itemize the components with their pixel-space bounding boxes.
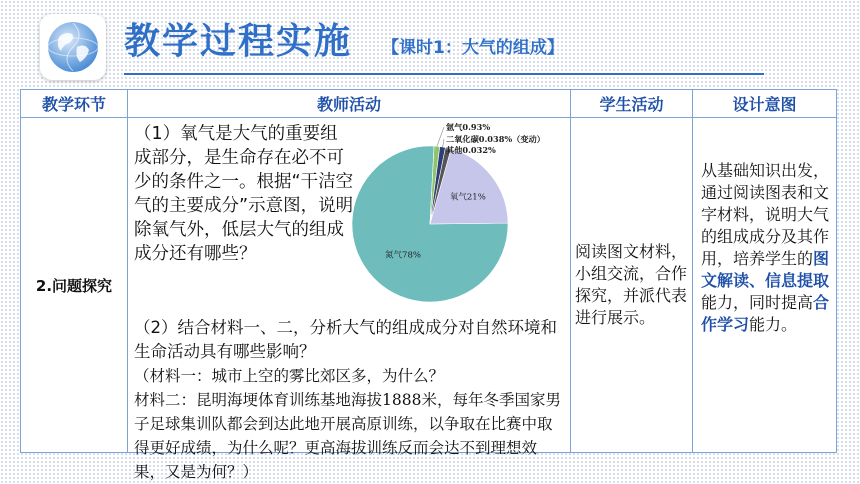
column-header: 教师活动 (128, 90, 571, 118)
student-activity-cell: 阅读图文材料，小组交流，合作探究，并派代表进行展示。 (571, 118, 693, 453)
material-1: （材料一：城市上空的雾比郊区多，为什么？ (134, 367, 445, 385)
teacher-activity-cell (128, 118, 571, 481)
design-intent-cell (693, 118, 837, 453)
intent-highlight: 图文解读、信息提取 (701, 249, 830, 290)
intent-text: 能力。 (749, 315, 798, 334)
intent-highlight: 合作学习 (701, 293, 830, 334)
material-2: 材料二：昆明海埂体育训练基地海拔1888米，每年冬季国家男子足球集训队都会到达此地开展高原训练，以争取在比赛中取得更好成绩，为什么呢？更高海拔训练反而会达不到理想效果，又是为何？） (134, 391, 561, 481)
title-underline (124, 73, 764, 75)
globe-icon (45, 19, 101, 75)
question-2: （2）结合材料一、二，分析大气的组成成分对自然环境和生命活动具有哪些影响？ (134, 318, 557, 361)
page-title: 教学过程实施 (124, 21, 353, 62)
pie-label: 氮气78% (385, 250, 421, 261)
step-cell: 2.问题探究 (21, 118, 128, 453)
column-header: 教学环节 (21, 90, 128, 118)
column-header: 学生活动 (571, 90, 693, 118)
table-row (21, 118, 837, 453)
logo (40, 14, 106, 80)
intent-text: 能力，同时提高 (701, 293, 814, 312)
question-1: （1）氧气是大气的重要组成部分，是生命存在必不可少的条件之一。根据“干洁空气的主要成分”示意图，说明除氧气外，低层大气的组成成分还有哪些？ (134, 124, 354, 264)
pie-label: 其他0.032% (446, 145, 496, 155)
lesson-table (20, 89, 837, 481)
intent-text: 从基础知识出发，通过阅读图表和文字材料，说明大气的组成成分及其作用，培养学生的 (701, 161, 830, 268)
lesson-subtitle: 【课时1：大气的组成】 (382, 38, 564, 58)
pie-label: 二氧化碳0.038%（变动） (446, 134, 545, 144)
pie-label: 氩气0.93% (446, 122, 491, 132)
air-composition-chart (340, 120, 576, 310)
pie-label: 氧气21% (449, 192, 486, 203)
pie-chart (340, 120, 576, 310)
column-header: 设计意图 (693, 90, 837, 118)
leader-line (443, 139, 444, 147)
table-header-row (21, 90, 837, 118)
